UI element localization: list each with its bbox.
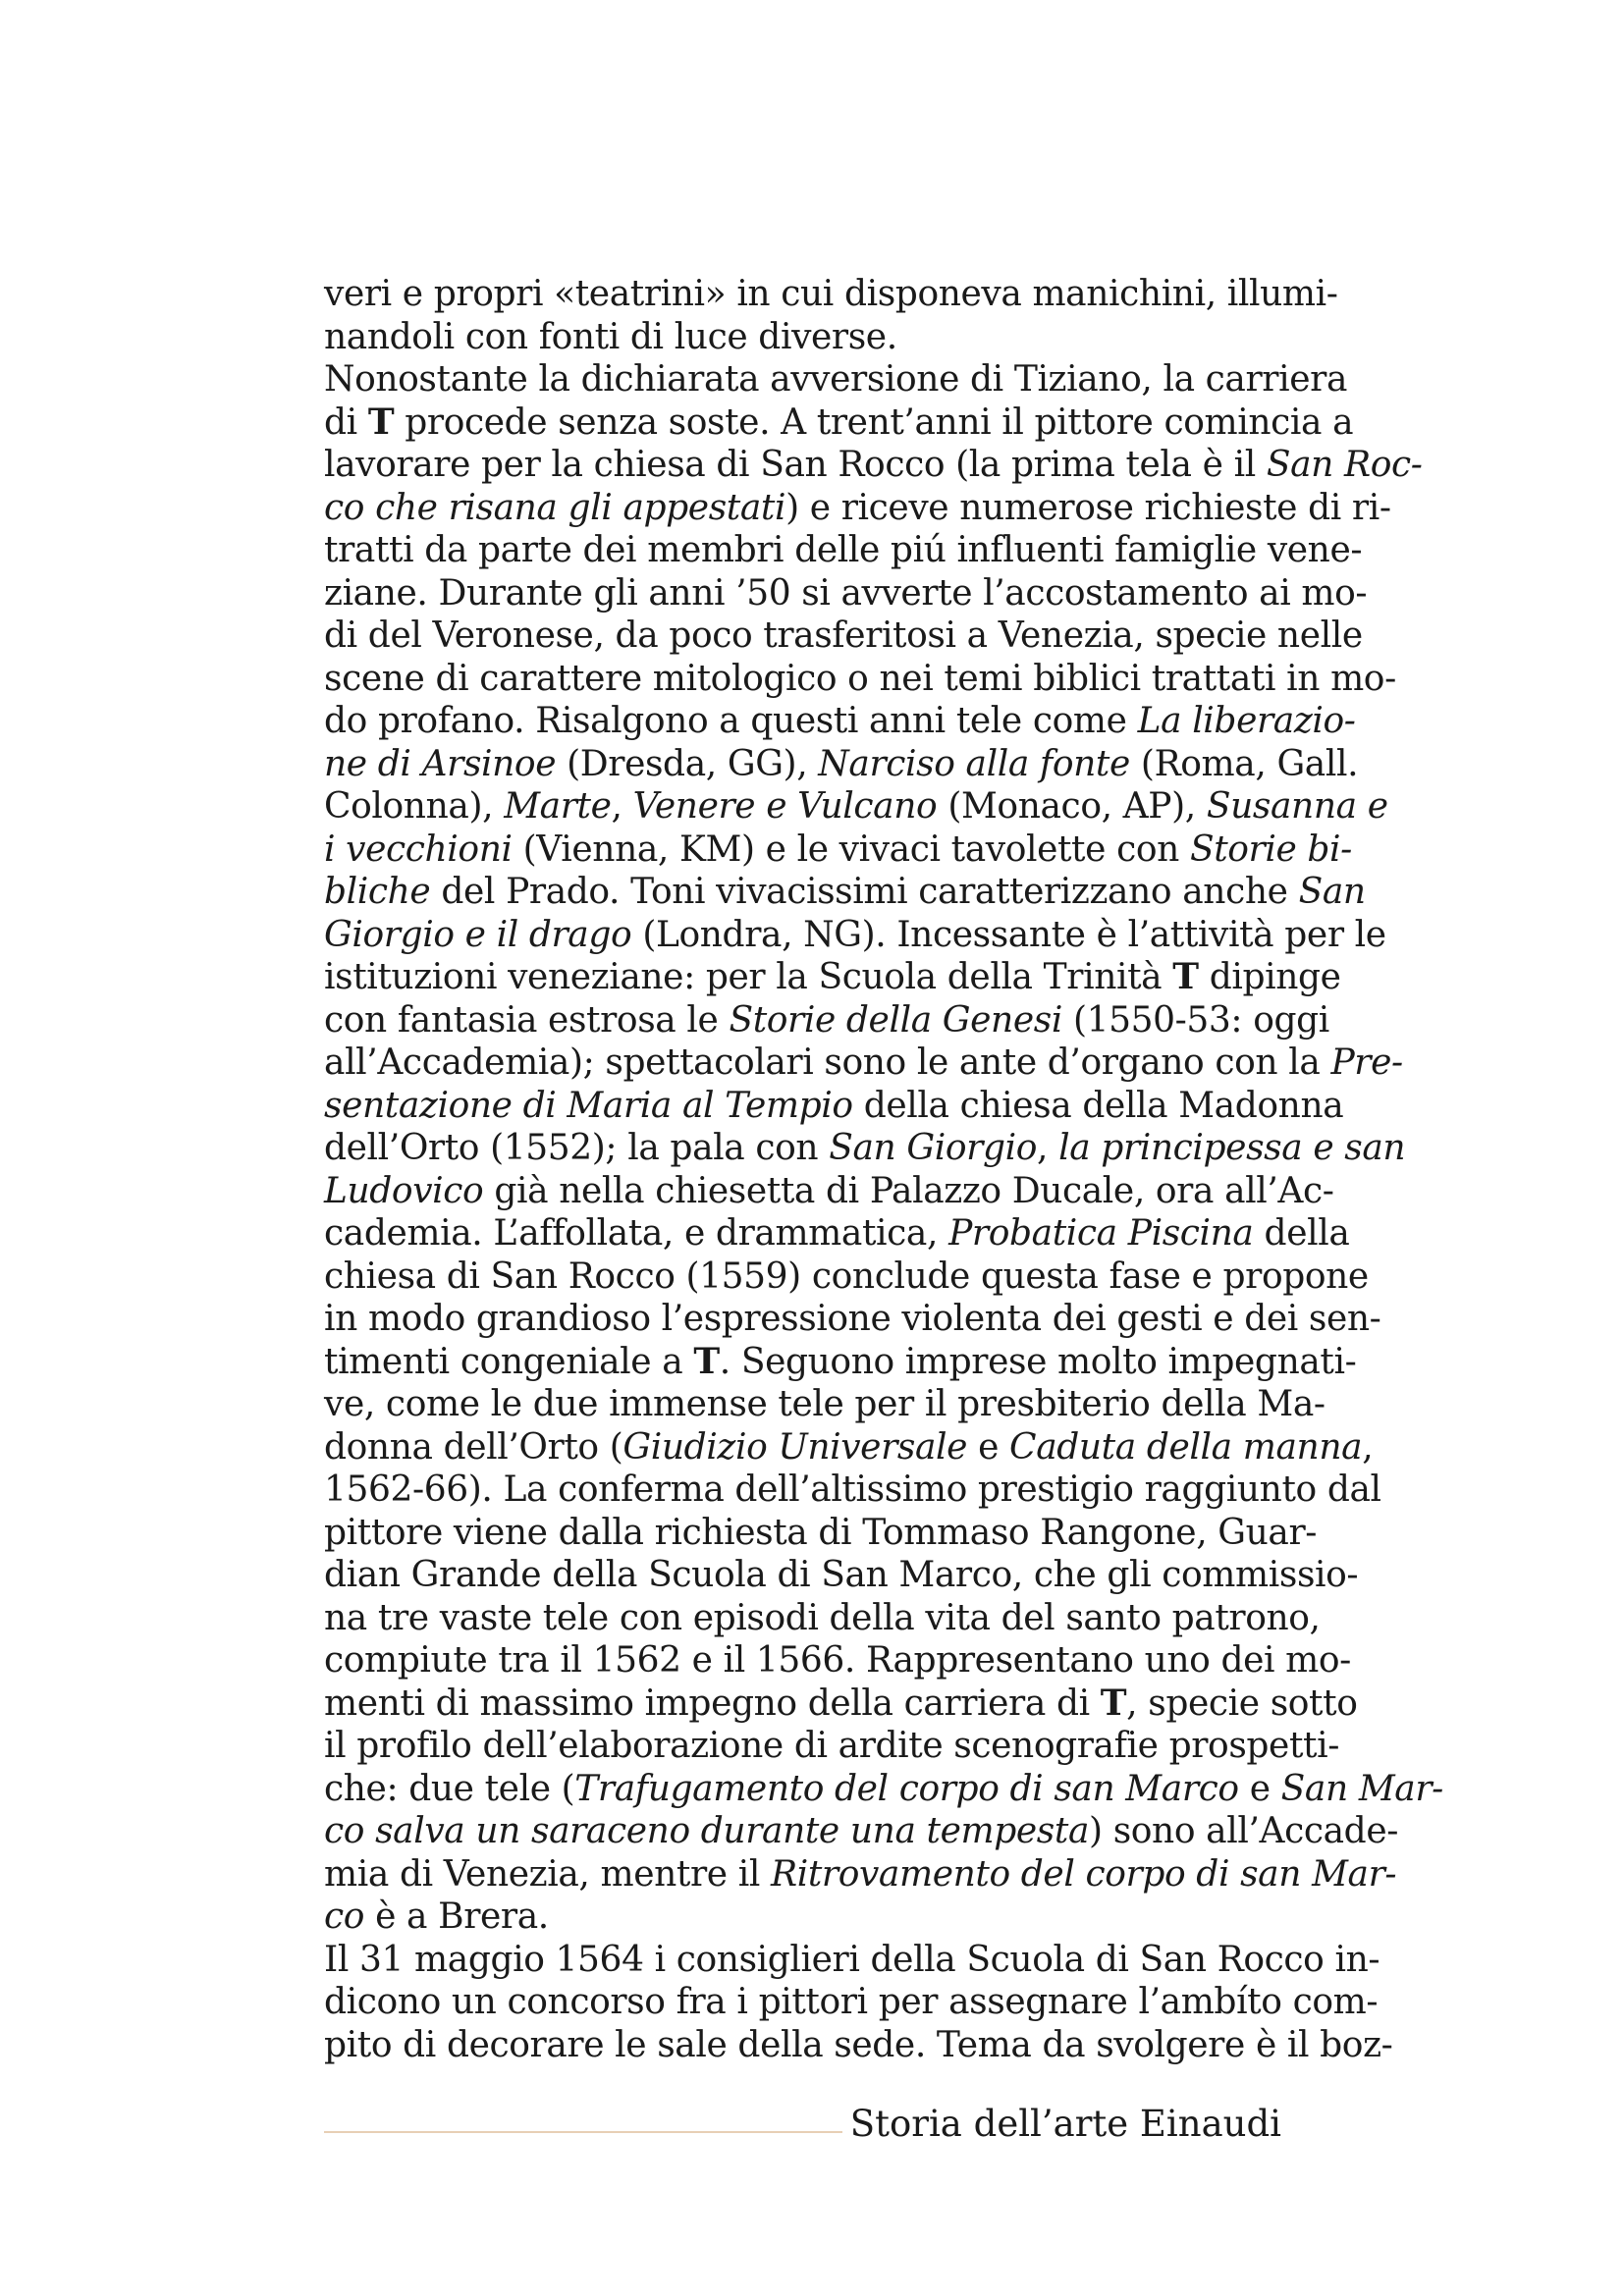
text-run: cademia. L’affollata, e drammatica, — [324, 1213, 949, 1254]
text-run: (Vienna, KM) e le vivaci tavolette con — [512, 828, 1190, 870]
text-line — [324, 1639, 1351, 1682]
text-run: Nonostante la dichiarata avversione di Tiziano, la carriera — [324, 359, 1348, 400]
italic-title: co — [324, 1896, 365, 1937]
text-line — [324, 1468, 1381, 1512]
text-line — [324, 828, 1352, 872]
artist-initial: T — [367, 400, 395, 443]
text-line — [324, 956, 1341, 999]
text-run: all’Accademia); spettacolari sono le ante d’organo con la — [324, 1042, 1331, 1083]
text-run: ve, come le due immense tele per il presbiterio della Ma- — [324, 1384, 1325, 1424]
text-run: nandoli con fonti di luce diverse. — [324, 316, 897, 357]
text-line — [324, 1085, 1344, 1128]
text-line — [324, 400, 1354, 445]
text-line — [324, 1810, 1398, 1853]
italic-title: Storie della Genesi — [729, 999, 1062, 1041]
text-line — [324, 1554, 1359, 1597]
artist-initial: T — [693, 1340, 720, 1382]
text-line — [324, 614, 1363, 658]
text-run: timenti congeniale a — [324, 1341, 694, 1382]
italic-title: La liberazio- — [1137, 701, 1356, 741]
text-run: ) sono all’Accade- — [1089, 1811, 1398, 1851]
text-line — [324, 1255, 1369, 1299]
text-line — [324, 1212, 1350, 1255]
text-line — [324, 1853, 1397, 1896]
text-line — [324, 1981, 1379, 2024]
text-run: mia di Venezia, mentre il — [324, 1853, 771, 1895]
text-run: 1562-66). La conferma dell’altissimo prestigio raggiunto dal — [324, 1469, 1381, 1510]
text-run: (Roma, Gall. — [1129, 743, 1359, 784]
text-run: in modo grandioso l’espressione violenta dei gesti e dei sen- — [324, 1299, 1381, 1339]
text-run: dicono un concorso fra i pittori per assegnare l’ambíto com- — [324, 1982, 1379, 2022]
text-line — [324, 1383, 1325, 1426]
text-run: compiute tra il 1562 e il 1566. Rappresentano uno dei mo- — [324, 1640, 1351, 1681]
text-run: del Prado. Toni vivacissimi caratterizzano anche — [430, 872, 1299, 912]
italic-title: la principessa e san — [1058, 1128, 1406, 1168]
text-run: il profilo dell’elaborazione di ardite scenografie prospetti- — [324, 1726, 1339, 1766]
text-run: veri e propri «teatrini» in cui disponeva manichini, illumi- — [324, 274, 1338, 314]
artist-initial: T — [1100, 1682, 1127, 1724]
footer-rule — [324, 2131, 842, 2133]
italic-title: Probatica Piscina — [948, 1213, 1254, 1254]
text-line — [324, 316, 1281, 359]
text-line — [324, 1768, 1443, 1811]
italic-title: Giorgio e il drago — [324, 914, 632, 955]
text-run: Colonna), — [324, 786, 505, 827]
text-run: dell’Orto (1552); la pala con — [324, 1128, 830, 1168]
footer-title: Storia dell’arte Einaudi — [849, 2103, 1281, 2145]
text-line — [324, 1170, 1334, 1213]
text-run: , specie sotto — [1126, 1682, 1358, 1724]
text-run: (1550-53: oggi — [1061, 999, 1329, 1041]
italic-title: Giudizio Universale — [622, 1426, 968, 1468]
text-run: donna dell’Orto ( — [324, 1426, 623, 1468]
italic-title: Caduta della manna — [1009, 1426, 1363, 1468]
text-line — [324, 1426, 1374, 1469]
text-line — [324, 785, 1388, 828]
text-run: lavorare per la chiesa di San Rocco (la prima tela è il — [324, 445, 1267, 485]
italic-title: sentazione di Maria al Tempio — [324, 1085, 853, 1126]
text-line — [324, 358, 1348, 401]
text-line — [324, 1597, 1321, 1640]
text-run: istituzioni veneziane: per la Scuola della Trinità — [324, 957, 1173, 997]
italic-title: ne di Arsinoe — [324, 743, 557, 784]
text-line — [324, 1041, 1403, 1085]
text-run: è a Brera. — [364, 1896, 549, 1937]
italic-title: Ludovico — [324, 1170, 484, 1211]
text-run: già nella chiesetta di Palazzo Ducale, ora all’Ac- — [483, 1170, 1334, 1211]
text-line — [324, 1298, 1381, 1341]
italic-title: Marte — [504, 786, 612, 827]
body-text — [324, 273, 1443, 2066]
text-run: scene di carattere mitologico o nei temi biblici trattati in mo- — [324, 658, 1396, 699]
text-run: che: due tele ( — [324, 1768, 575, 1809]
text-line — [324, 572, 1368, 615]
text-run: di — [324, 401, 368, 443]
text-run: tratti da parte dei membri delle piú influenti famiglie vene- — [324, 530, 1363, 570]
text-run: della chiesa della Madonna — [852, 1085, 1344, 1126]
text-run: con fantasia estrosa le — [324, 999, 730, 1041]
text-run: , — [1362, 1426, 1374, 1468]
text-line — [324, 529, 1363, 572]
text-run: di del Veronese, da poco trasferitosi a Venezia, specie nelle — [324, 615, 1363, 656]
text-line — [324, 487, 1391, 530]
italic-title: Susanna e — [1206, 786, 1388, 827]
text-run: ) e riceve numerose richieste di ri- — [785, 487, 1391, 528]
italic-title: Storie bi- — [1189, 828, 1352, 870]
text-line — [324, 273, 1338, 316]
text-line — [324, 700, 1356, 743]
text-line — [324, 743, 1359, 786]
text-run: e — [967, 1426, 1010, 1468]
text-run: na tre vaste tele con episodi della vita del santo patrono, — [324, 1597, 1321, 1638]
text-run: (Londra, NG). Incessante è l’attività per le — [631, 914, 1386, 955]
text-line — [324, 914, 1386, 957]
text-run: procede senza soste. A trent’anni il pittore comincia a — [394, 401, 1354, 443]
text-run: , — [611, 786, 633, 827]
italic-title: San Mar- — [1280, 1768, 1443, 1809]
italic-title: co salva un saraceno durante una tempesta — [324, 1811, 1090, 1851]
text-run: menti di massimo impegno della carriera di — [324, 1682, 1101, 1724]
text-line — [324, 2024, 1393, 2067]
text-line — [324, 1725, 1339, 1768]
italic-title: bliche — [324, 872, 431, 912]
text-run: , — [1036, 1128, 1059, 1168]
text-run: ziane. Durante gli anni ’50 si avverte l’accostamento ai mo- — [324, 572, 1368, 614]
text-line — [324, 1340, 1357, 1384]
text-run: (Monaco, AP), — [937, 786, 1207, 827]
text-line — [324, 1939, 1380, 1982]
italic-title: Trafugamento del corpo di san Marco — [574, 1768, 1239, 1809]
text-run: chiesa di San Rocco (1559) conclude questa fase e propone — [324, 1255, 1369, 1297]
italic-title: Ritrovamento del corpo di san Mar- — [771, 1853, 1397, 1895]
text-line — [324, 658, 1396, 701]
text-run: . Seguono imprese molto impegnati- — [719, 1341, 1357, 1382]
italic-title: Pre- — [1330, 1042, 1403, 1083]
italic-title: San — [1298, 872, 1366, 912]
text-line — [324, 1127, 1406, 1170]
text-line — [324, 1896, 1281, 1939]
italic-title: i vecchioni — [324, 828, 513, 870]
italic-title: San Roc- — [1266, 445, 1423, 485]
text-run: (Dresda, GG), — [556, 743, 819, 784]
text-run: dipinge — [1198, 957, 1341, 997]
italic-title: Venere e Vulcano — [632, 786, 938, 827]
text-line — [324, 1512, 1318, 1555]
italic-title: San Giorgio — [829, 1128, 1037, 1168]
text-line — [324, 999, 1329, 1042]
text-line — [324, 1682, 1358, 1726]
text-run: Il 31 maggio 1564 i consiglieri della Scuola di San Rocco in- — [324, 1939, 1380, 1980]
italic-title: co che risana gli appestati — [324, 487, 786, 528]
text-run: pito di decorare le sale della sede. Tema da svolgere è il boz- — [324, 2024, 1393, 2065]
text-line — [324, 871, 1366, 914]
text-run: pittore viene dalla richiesta di Tommaso Rangone, Guar- — [324, 1512, 1318, 1553]
text-run: della — [1253, 1213, 1350, 1254]
text-line — [324, 444, 1423, 487]
text-run: dian Grande della Scuola di San Marco, che gli commissio- — [324, 1555, 1359, 1595]
italic-title: Narciso alla fonte — [818, 743, 1130, 784]
artist-initial: T — [1172, 956, 1199, 997]
text-run: e — [1238, 1768, 1281, 1809]
text-run: do profano. Risalgono a questi anni tele come — [324, 701, 1138, 741]
